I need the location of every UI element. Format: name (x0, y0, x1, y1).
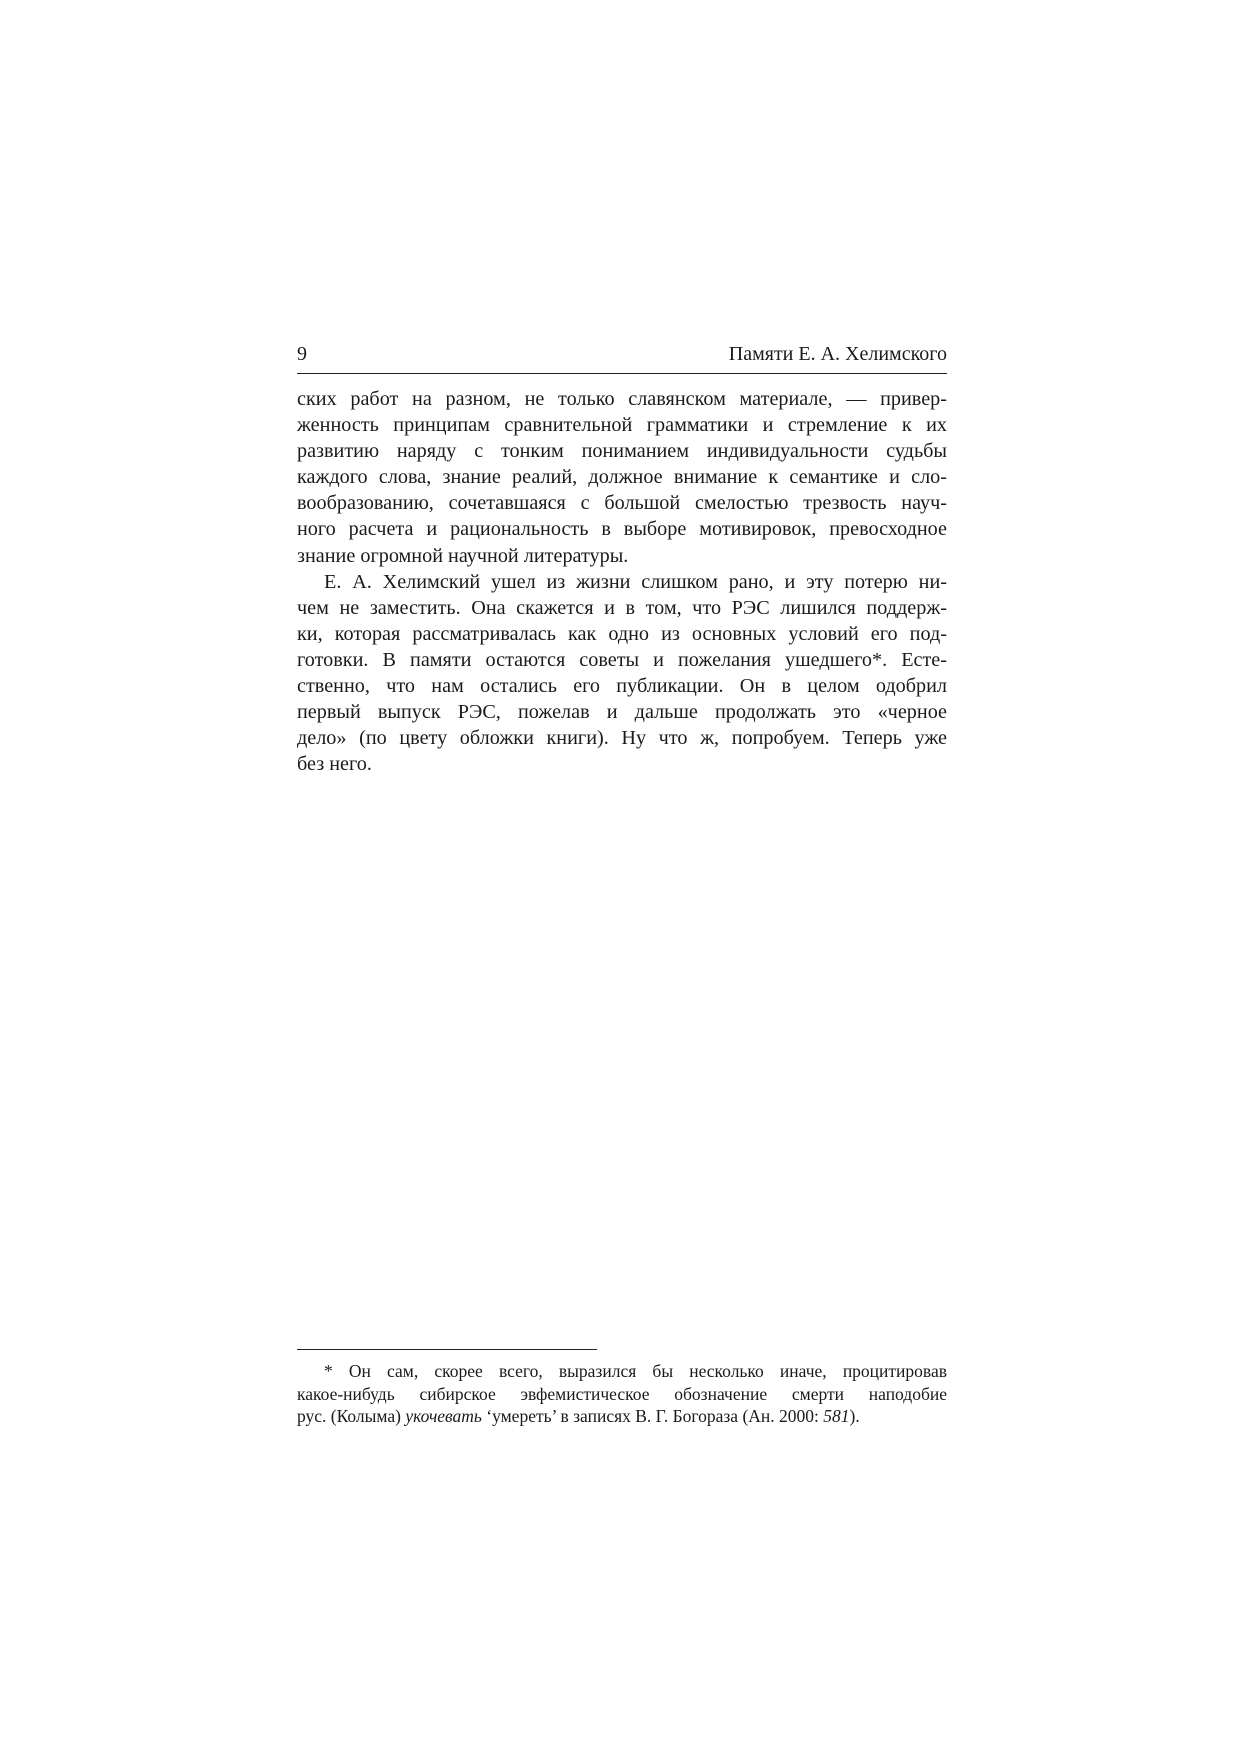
page-number: 9 (297, 343, 307, 365)
text-line: женность принципам сравнительной грамматики и стремление к их (297, 414, 947, 437)
text-line: чем не заместить. Она скажется и в том, что РЭС лишился поддерж- (297, 596, 947, 619)
footnote-text: ). (849, 1406, 860, 1426)
text-line: развитию наряду с тонким пониманием индивидуальности судьбы (297, 440, 947, 463)
text-line: Е. А. Хелимский ушел из жизни слишком рано, и эту потерю ни- (324, 570, 947, 593)
paragraph-2 (297, 569, 947, 778)
text-line: знание огромной научной литературы. (297, 544, 629, 567)
text-line: ки, которая рассматривалась как одно из основных условий его под- (297, 622, 947, 645)
footnote-rule (297, 1349, 597, 1350)
footnote-italic-word: укочевать (405, 1406, 482, 1426)
footnote-italic-page: 581 (823, 1406, 850, 1426)
body-text (297, 386, 947, 777)
footnote-line (297, 1405, 947, 1428)
text-line: первый выпуск РЭС, пожелав и дальше продолжать это «черное (297, 701, 947, 724)
text-line: ственно, что нам остались его публикации. Он в целом одобрил (297, 675, 947, 698)
running-title: Памяти Е. А. Хелимского (728, 343, 947, 365)
text-line: без него. (297, 753, 372, 776)
paragraph-1 (297, 386, 947, 569)
footnote-line: * Он сам, скорее всего, выразился бы несколько иначе, процитировав (324, 1361, 947, 1381)
text-line: дело» (по цвету обложки книги). Ну что ж, попробуем. Теперь уже (297, 727, 947, 750)
footnote-text: ‘умереть’ в записях В. Г. Богораза (Ан. 2000: (481, 1406, 824, 1426)
header-rule (297, 373, 947, 374)
text-line: каждого слова, знание реалий, должное внимание к семантике и сло- (297, 466, 947, 489)
footnote-text: рус. (Колыма) (297, 1406, 406, 1426)
text-line: вообразованию, сочетавшаяся с большой смелостью трезвость науч- (297, 492, 947, 515)
running-header (297, 338, 947, 376)
text-line: ских работ на разном, не только славянском материале, — привер- (297, 388, 947, 410)
footnote (297, 1360, 947, 1428)
footnote-line: какое-нибудь сибирское эвфемистическое обозначение смерти наподобие (297, 1383, 947, 1404)
text-line: ного расчета и рациональность в выборе мотивировок, превосходное (297, 518, 947, 541)
text-line: готовки. В памяти остаются советы и пожелания ушедшего*. Есте- (297, 648, 947, 671)
